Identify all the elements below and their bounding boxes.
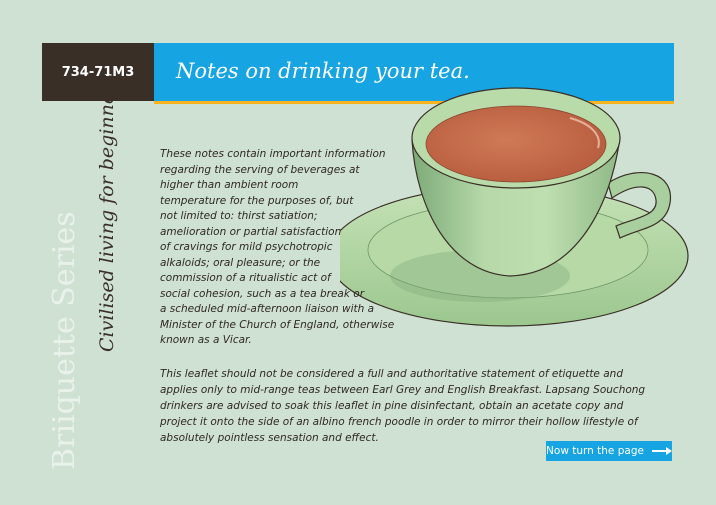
intro-line: commission of a ritualistic act of [160, 272, 331, 284]
disclaimer-line: This leaflet should not be considered a full and authoritative statement of etiquette and [160, 368, 623, 380]
series-tagline: Civilised living for beginners. [96, 67, 118, 352]
series-name: Briiquette Series [47, 211, 82, 470]
intro-line: known as a Vicar. [160, 334, 252, 346]
intro-line: not limited to: thirst satiation; [160, 210, 318, 222]
intro-line: Minister of the Church of England, otherwise [160, 318, 395, 331]
intro-line: amelioration or partial satisfaction [160, 225, 342, 238]
document-code: 734-71M3 [42, 43, 154, 101]
intro-line: of cravings for mild psychotropic [160, 241, 333, 253]
disclaimer-line: applies only to mid-range teas between Earl Grey and English Breakfast. Lapsang Souchong [160, 384, 646, 396]
disclaimer-line: project it onto the side of an albino french poodle in order to mirror their hollow lifestyle of [160, 416, 638, 428]
intro-paragraph [160, 147, 400, 349]
series-title [47, 211, 82, 470]
next-page-button[interactable] [546, 441, 672, 461]
intro-line: temperature for the purposes of, but [160, 194, 354, 207]
intro-line: These notes contain important information [160, 148, 386, 160]
arrow-right-icon [652, 447, 672, 455]
disclaimer-paragraph [160, 366, 680, 446]
intro-line: alkaloids; oral pleasure; or the [160, 256, 321, 269]
intro-line: regarding the serving of beverages at [160, 163, 360, 176]
tea-surface [426, 106, 606, 182]
intro-line: a scheduled mid-afternoon liaison with a [160, 303, 375, 315]
page-title: Notes on drinking your tea. [176, 59, 470, 83]
next-page-label: Now turn the page [546, 445, 644, 457]
intro-line: higher than ambient room [160, 179, 299, 191]
disclaimer-line: absolutely pointless sensation and effect. [160, 432, 379, 444]
intro-line: social cohesion, such as a tea break or [160, 287, 365, 300]
disclaimer-line: drinkers are advised to soak this leaflet in pine disinfectant, obtain an acetate copy and [160, 400, 624, 412]
